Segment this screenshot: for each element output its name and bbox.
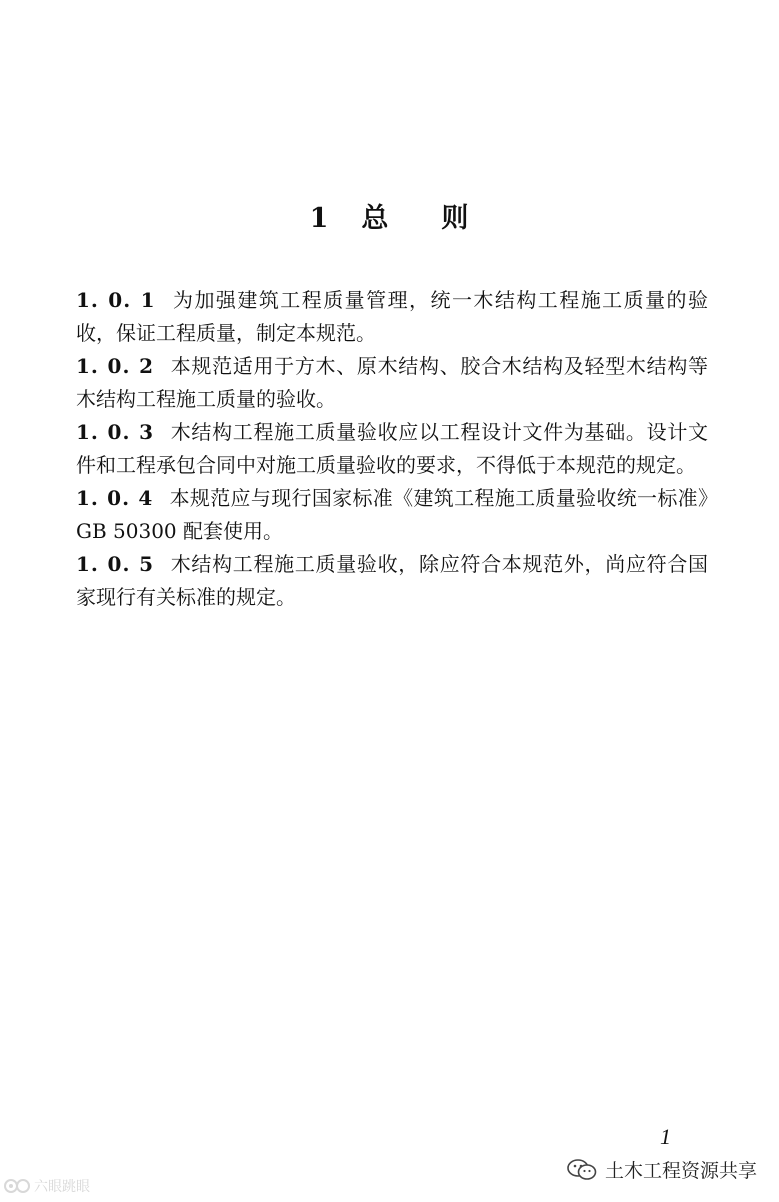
chapter-title-word-2: 则 <box>441 203 470 234</box>
page-title <box>0 196 779 235</box>
chapter-title-word-1: 总 <box>361 203 390 234</box>
clause-1-0-1 <box>76 284 708 350</box>
clause-number: 1. 0. 1 <box>76 288 156 312</box>
watermark-left <box>4 1176 90 1196</box>
watermark-right-text: 土木工程资源共享 <box>604 1160 757 1182</box>
clause-text: 本规范适用于方木、原木结构、胶合木结构及轻型木结构等木结构工程施工质量的验收。 <box>76 354 709 411</box>
clause-text: 木结构工程施工质量验收应以工程设计文件为基础。设计文件和工程承包合同中对施工质量验收的要求，不得低于本规范的规定。 <box>76 420 709 477</box>
clause-text: 为加强建筑工程质量管理，统一木结构工程施工质量的验收，保证工程质量，制定本规范。 <box>76 288 709 345</box>
clause-1-0-2 <box>76 350 708 416</box>
clause-1-0-3 <box>76 416 708 482</box>
clause-number: 1. 0. 5 <box>76 552 154 576</box>
clause-text: 本规范应与现行国家标准《建筑工程施工质量验收统一标准》GB 50300 配套使用。 <box>76 486 708 543</box>
wechat-icon <box>567 1158 597 1182</box>
clause-number: 1. 0. 2 <box>76 354 154 378</box>
clause-1-0-4 <box>76 482 708 548</box>
clause-list <box>76 284 708 614</box>
watermark-left-text: 六眼跳眼 <box>34 1179 90 1195</box>
clause-text: 木结构工程施工质量验收，除应符合本规范外，尚应符合国家现行有关标准的规定。 <box>76 552 709 609</box>
camera-logo-icon <box>4 1177 30 1195</box>
watermark-right <box>567 1156 757 1183</box>
clause-1-0-5 <box>76 548 708 614</box>
clause-number: 1. 0. 3 <box>76 420 154 444</box>
chapter-number: 1 <box>309 203 330 234</box>
page-number: 1 <box>660 1124 671 1149</box>
clause-number: 1. 0. 4 <box>76 486 154 510</box>
